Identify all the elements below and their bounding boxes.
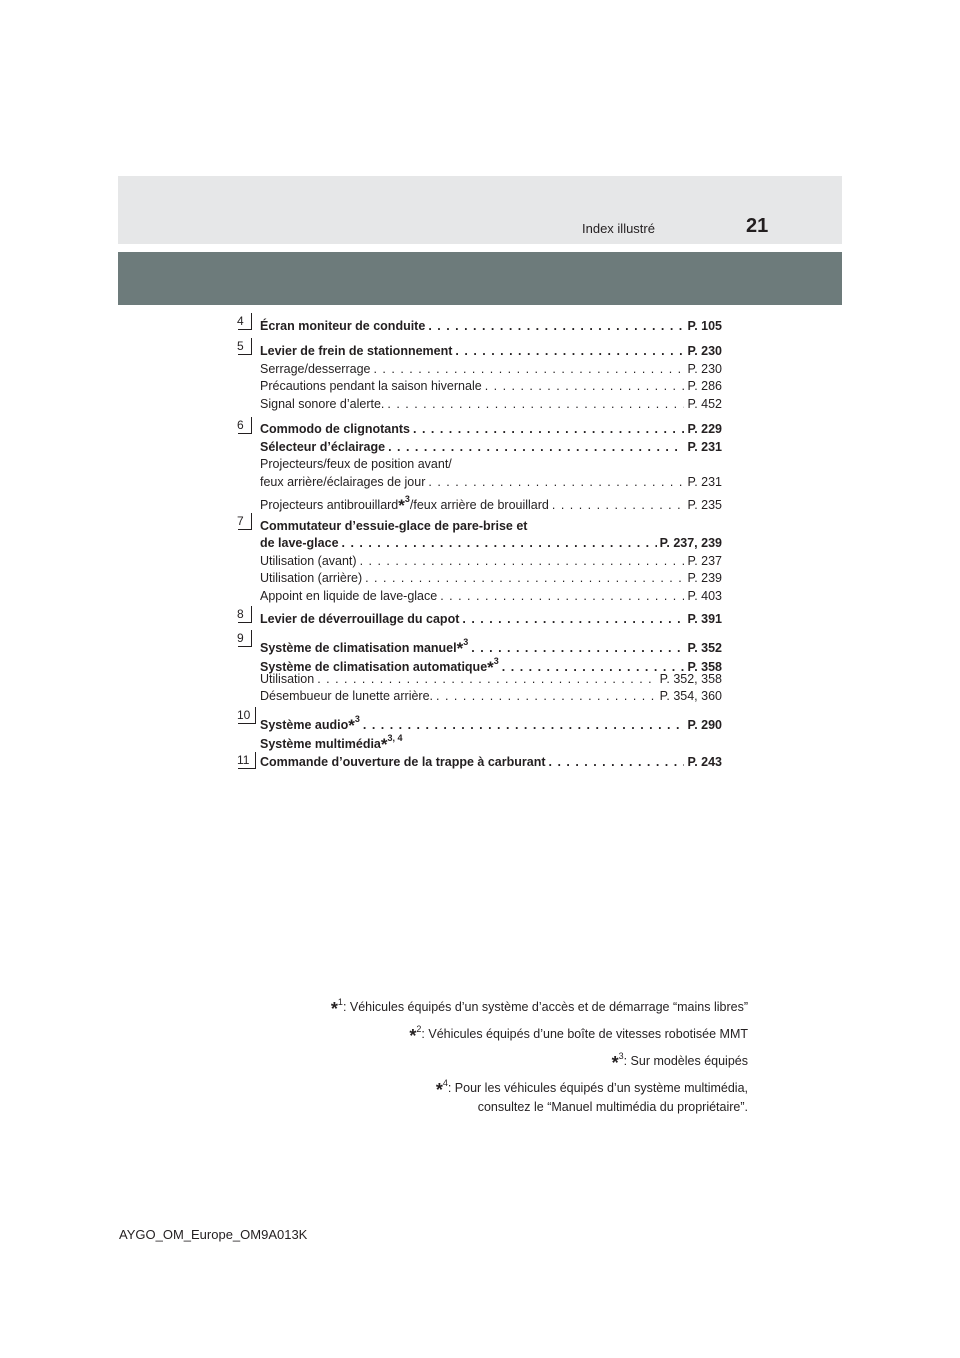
index-entry[interactable]: de lave-glace . . . P. 237, 239: [260, 535, 722, 552]
index-subentry[interactable]: Utilisation (avant) . . . P. 237: [260, 553, 722, 570]
index-entry[interactable]: Système de climatisation automatique*$^3$ . . . P. 358: [260, 653, 722, 676]
index-entry[interactable]: Système audio*$^3$ . . . P. 290: [260, 711, 722, 734]
header-band-dark: [118, 252, 842, 305]
index-subentry[interactable]: Précautions pendant la saison hivernale . . . P. 286: [260, 378, 722, 395]
section-title: Index illustré: [582, 221, 655, 236]
index-entry[interactable]: Écran moniteur de conduite . . . P. 105: [260, 318, 722, 335]
callout-5-icon: 5: [238, 338, 252, 355]
footnote: *$^1$: Véhicules équipés d’un système d’accès et de démarrage “mains libres”: [330, 997, 748, 1019]
index-subentry[interactable]: Utilisation . . . P. 352, 358: [260, 671, 722, 688]
index-subentry[interactable]: Désembueur de lunette arrière. . . . P. 354, 360: [260, 688, 722, 705]
header-band-light: [118, 176, 842, 244]
index-entry[interactable]: Levier de déverrouillage du capot . . . P. 391: [260, 611, 722, 628]
document-code: AYGO_OM_Europe_OM9A013K: [119, 1227, 308, 1242]
callout-6-icon: 6: [238, 417, 252, 434]
footnotes: [268, 994, 748, 1119]
footnote: *$^4$: Pour les véhicules équipés d’un système multimédia,: [435, 1078, 748, 1100]
footnote: *$^3$: Sur modèles équipés: [611, 1051, 748, 1073]
callout-8-icon: 8: [238, 606, 252, 623]
callout-4-icon: 4: [238, 313, 252, 330]
index-subentry[interactable]: Signal sonore d’alerte. . . . P. 452: [260, 396, 722, 413]
index-subentry: Projecteurs/feux de position avant/: [260, 457, 452, 471]
callout-9-icon: 9: [238, 630, 252, 647]
footnote-continuation: consultez le “Manuel multimédia du propriétaire”.: [477, 1100, 748, 1114]
index-subentry[interactable]: Projecteurs antibrouillard*$^3$/feux arrière de brouillard . . . P. 235: [260, 491, 722, 514]
callout-7-icon: 7: [238, 513, 252, 530]
index-subentry[interactable]: Appoint en liquide de lave-glace . . . P. 403: [260, 588, 722, 605]
index-entry[interactable]: Système de climatisation manuel*$^3$ . . . P. 352: [260, 634, 722, 657]
index-entry: Commutateur d’essuie-glace de pare-brise et: [260, 519, 528, 533]
index-entry[interactable]: Sélecteur d’éclairage . . . P. 231: [260, 439, 722, 456]
callout-11-icon: 11: [238, 752, 256, 769]
index-entry[interactable]: Levier de frein de stationnement . . . P. 230: [260, 343, 722, 360]
index-subentry[interactable]: feux arrière/éclairages de jour . . . P. 231: [260, 474, 722, 491]
footnote: *$^2$: Véhicules équipés d’une boîte de vitesses robotisée MMT: [409, 1024, 748, 1046]
index-entry[interactable]: Commande d’ouverture de la trappe à carburant . . . P. 243: [260, 754, 722, 771]
index-subentry[interactable]: Serrage/desserrage . . . P. 230: [260, 361, 722, 378]
index-entry: Système multimédia*$^{3, 4}$: [260, 733, 403, 754]
index-entry[interactable]: Commodo de clignotants . . . P. 229: [260, 421, 722, 438]
page-number: 21: [746, 215, 769, 237]
index-subentry[interactable]: Utilisation (arrière) . . . P. 239: [260, 570, 722, 587]
callout-10-icon: 10: [238, 707, 256, 724]
